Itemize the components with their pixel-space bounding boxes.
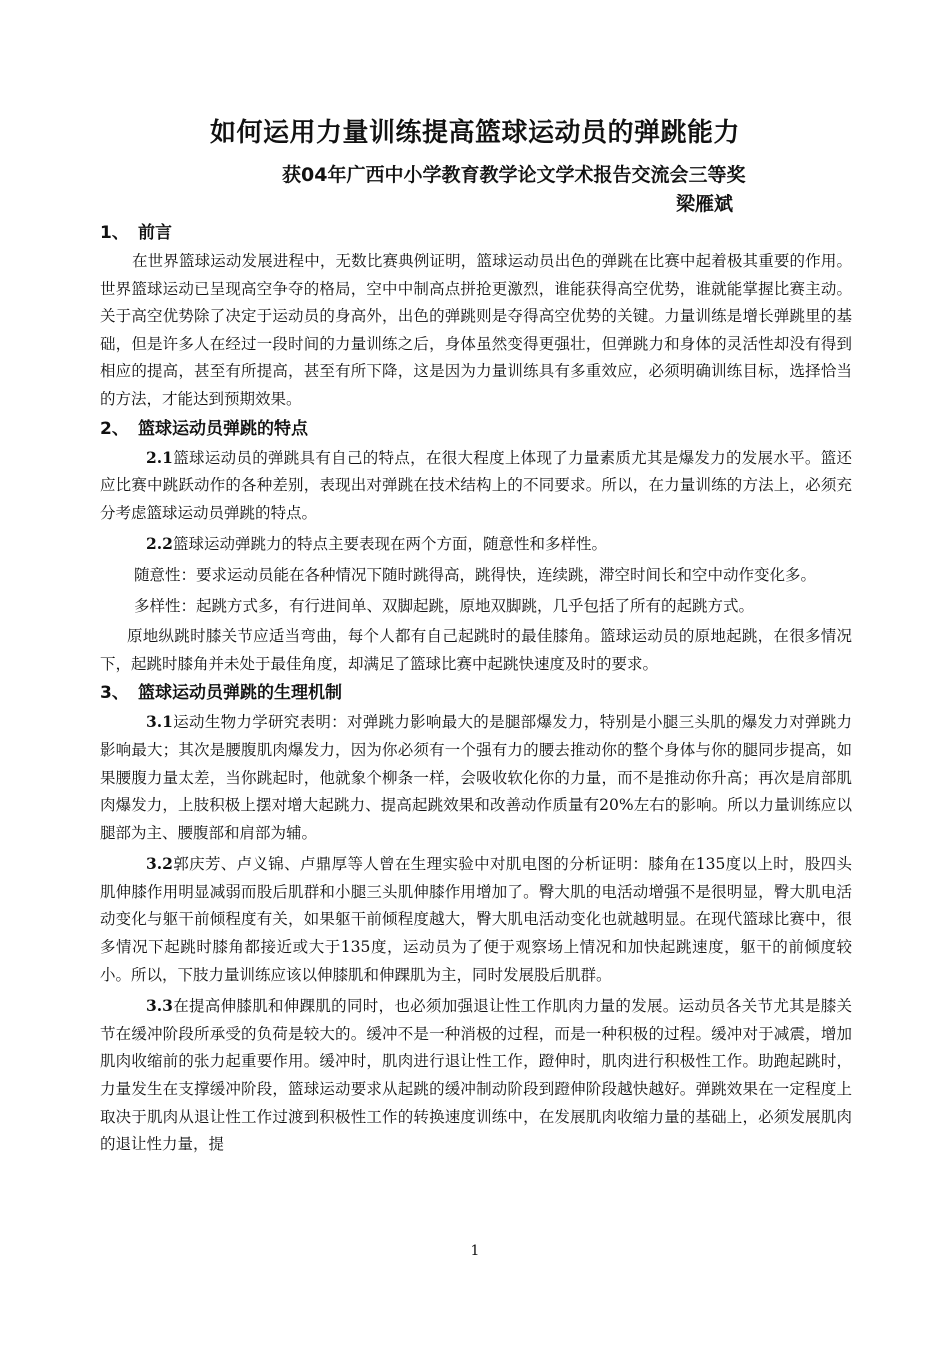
paragraph-lead: 3.3 [146,996,173,1016]
paragraph-text: 在提高伸膝肌和伸踝肌的同时，也必须加强退让性工作肌肉力量的发展。运动员各关节尤其是膝关节在缓冲阶段所承受的负荷是较大的。缓冲不是一种消极的过程，而是一种积极的过程。缓冲对于减震，增加肌肉收缩前的张力起重要作用。缓冲时，肌肉进行退让性工作，蹬伸时，肌肉进行积极性工作。助跑起跳时，力量发生在支撑缓冲阶段，篮球运动要求从起跳的缓冲制动阶段到蹬伸阶段越快越好。弹跳效果在一定程度上取决于肌肉从退让性工作过渡到积极性工作的转换速度训练中，在发展肌肉收缩力量的基础上，必须发展肌肉的退让性力量，提 [100,997,852,1154]
section-heading-3 [100,678,852,708]
author-name: 梁雁斌 [676,193,734,215]
section-heading-1 [100,218,852,248]
paragraph-text: 篮球运动弹跳力的特点主要表现在两个方面，随意性和多样性。 [172,535,607,554]
paragraph: 多样性：起跳方式多，有行进间单、双脚起跳，原地双脚跳，几乎包括了所有的起跳方式。 [134,596,755,615]
paragraph-lead: 3.2 [146,854,173,874]
document-title: 如何运用力量训练提高篮球运动员的弹跳能力 [209,118,740,148]
paragraph-text: 篮球运动员的弹跳具有自己的特点，在很大程度上体现了力量素质尤其是爆发力的发展水平。篮还应比赛中跳跃动作的各种差别，表现出对弹跳在技术结构上的不同要求。所以，在力量训练的方法上，必须充分考虑篮球运动员弹跳的特点。 [100,448,852,522]
section-title: 篮球运动员弹跳的生理机制 [138,683,342,704]
section-number: 2、 [100,418,129,439]
award-subtitle: 获04年广西中小学教育教学论文学术报告交流会三等奖 [282,164,746,186]
paragraph-text: 运动生物力学研究表明：对弹跳力影响最大的是腿部爆发力，特别是小腿三头肌的爆发力对弹跳力影响最大；其次是腰腹肌肉爆发力，因为你必须有一个强有力的腰去推动你的整个身体与你的腿同步提高，如果腰腹力量太差，当你跳起时，他就象个柳条一样，会吸收软化你的力量，而不是推动你升高；再次是肩部肌肉爆发力，上肢积极上摆对增大起跳力、提高起跳效果和改善动作质量有20%左右的影响。所以力量训练应以腿部为主、腰腹部和肩部为辅。 [100,713,852,842]
paragraph: 随意性：要求运动员能在各种情况下随时跳得高，跳得快，连续跳，滞空时间长和空中动作变化多。 [134,565,817,584]
section-heading-2 [100,414,852,444]
paragraph: 原地纵跳时膝关节应适当弯曲，每个人都有自己起跳时的最佳膝角。篮球运动员的原地起跳，在很多情况下，起跳时膝角并未处于最佳角度，却满足了篮球比赛中起跳快速度及时的要求。 [100,627,852,673]
paragraph-text: 郭庆芳、卢义锦、卢鼎厚等人曾在生理实验中对肌电图的分析证明：膝角在135度以上时，股四头肌伸膝作用明显减弱而股后肌群和小腿三头肌伸膝作用增加了。臀大肌的电活动增强不是很明显，臀大肌电活动变化与躯干前倾程度有关，如果躯干前倾程度越大，臀大肌电活动变化也就越明显。在现代篮球比赛中，很多情况下起跳时膝角都接近或大于135度，运动员为了便于观察场上情况和加快起跳速度，躯干的前倾度较小。所以，下肢力量训练应该以伸膝肌和伸踝肌为主，同时发展股后肌群。 [100,855,852,984]
paragraph: 在世界篮球运动发展进程中，无数比赛典例证明，篮球运动员出色的弹跳在比赛中起着极其重要的作用。世界篮球运动已呈现高空争夺的格局，空中中制高点拼抢更激烈，谁能获得高空优势，谁就能掌握比赛主动。关于高空优势除了决定于运动员的身高外，出色的弹跳则是夺得高空优势的关键。力量训练是增长弹跳里的基础，但是许多人在经过一段时间的力量训练之后，身体虽然变得更强壮，但弹跳力和身体的灵活性却没有得到相应的提高，甚至有所提高，甚至有所下降，这是因为力量训练具有多重效应，必须明确训练目标，选择恰当的方法，才能达到预期效果。 [100,252,852,408]
paragraph [100,444,852,528]
paragraph [100,850,852,989]
section-number: 1、 [100,223,129,243]
paragraph [100,992,852,1159]
document-body [100,218,852,1159]
paragraph-lead: 2.2 [146,534,173,554]
section-title: 前言 [138,223,172,243]
section-title: 篮球运动员弹跳的特点 [138,418,308,439]
page-number: 1 [470,1243,480,1259]
paragraph [100,708,852,847]
paragraph [100,530,852,559]
section-number: 3、 [100,683,129,704]
paragraph-lead: 2.1 [146,447,173,467]
paragraph-lead: 3.1 [146,712,173,732]
